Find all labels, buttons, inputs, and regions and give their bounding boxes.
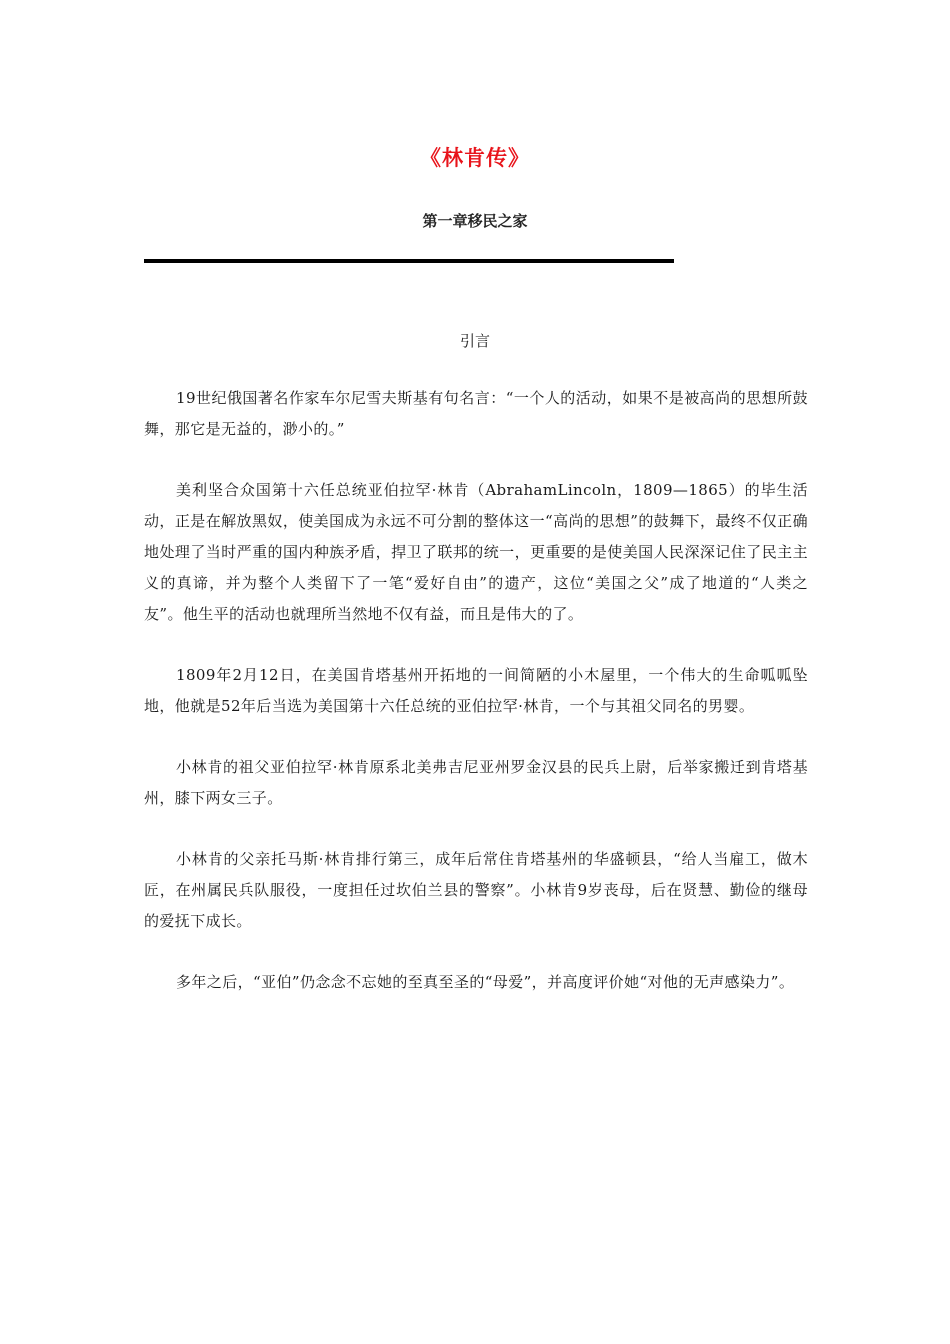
title-divider-rule <box>144 259 674 263</box>
paragraph-5: 小林肯的父亲托马斯·林肯排行第三，成年后常住肯塔基州的华盛顿县，“给人当雇工，做木匠，在州属民兵队服役，一度担任过坎伯兰县的警察”。小林肯9岁丧母，后在贤慧、勤俭的继母的爱抚下成长。 <box>144 850 808 930</box>
book-title: 《林肯传》 <box>420 146 530 170</box>
intro-heading: 引言 <box>459 332 490 350</box>
chapter-title: 第一章移民之家 <box>422 212 528 230</box>
paragraph-6: 多年之后，“亚伯”仍念念不忘她的至真至圣的“母爱”，并高度评价她“对他的无声感染力”。 <box>176 973 795 991</box>
paragraph-3: 1809年2月12日，在美国肯塔基州开拓地的一间简陋的小木屋里，一个伟大的生命呱呱坠地，他就是52年后当选为美国第十六任总统的亚伯拉罕·林肯，一个与其祖父同名的男婴。 <box>144 666 808 715</box>
paragraph-2: 美利坚合众国第十六任总统亚伯拉罕·林肯（AbrahamLincoln，1809—1865）的毕生活动，正是在解放黑奴，使美国成为永远不可分割的整体这一“高尚的思想”的鼓舞下，最终不仅正确地处理了当时严重的国内种族矛盾，捍卫了联邦的统一，更重要的是使美国人民深深记住了民主主义的真谛，并为整个人类留下了一笔“爱好自由”的遗产，这位“美国之父”成了地道的“人类之友”。他生平的活动也就理所当然地不仅有益，而且是伟大的了。 <box>144 481 808 623</box>
paragraph-1: 19世纪俄国著名作家车尔尼雪夫斯基有句名言：“一个人的活动，如果不是被高尚的思想所鼓舞，那它是无益的，渺小的。” <box>144 389 808 438</box>
paragraph-4: 小林肯的祖父亚伯拉罕·林肯原系北美弗吉尼亚州罗金汉县的民兵上尉，后举家搬迁到肯塔基州，膝下两女三子。 <box>144 758 808 807</box>
body-text <box>144 383 808 1028</box>
